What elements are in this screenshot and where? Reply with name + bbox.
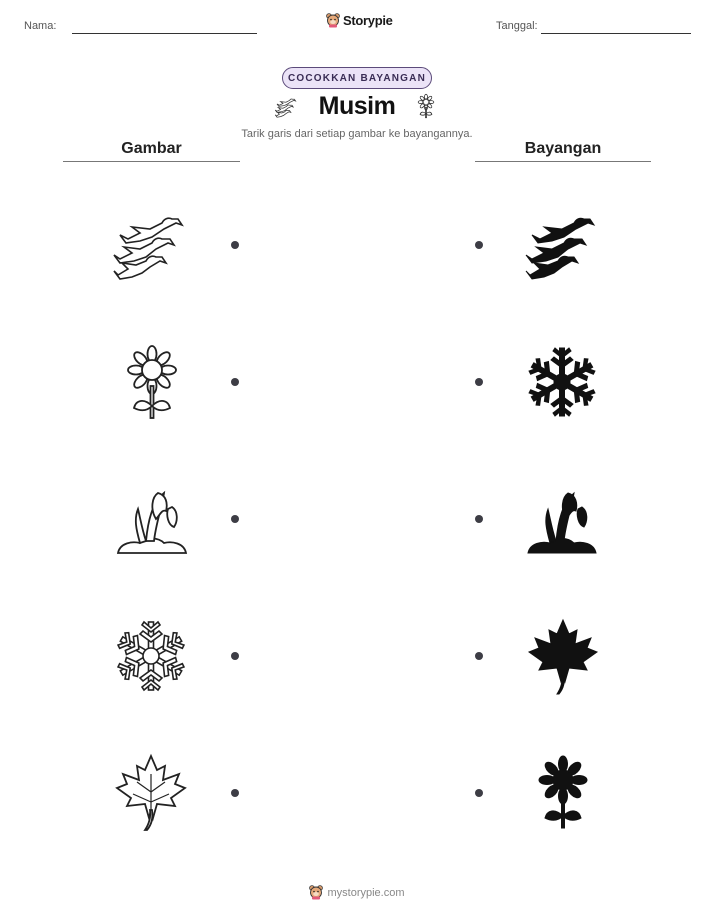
footer-website[interactable]: mystorypie.com <box>327 886 405 899</box>
brand-logo <box>326 13 393 28</box>
column-right-header: Bayangan <box>524 140 602 157</box>
date-line[interactable] <box>541 33 691 34</box>
page-title: Musim <box>318 92 396 120</box>
right-connect-dot[interactable] <box>475 241 483 249</box>
sunflower-icon <box>112 342 192 422</box>
right-connect-dot[interactable] <box>475 652 483 660</box>
snowflake-icon <box>111 616 191 696</box>
right-connect-dot[interactable] <box>475 515 483 523</box>
worksheet-badge: COCOKKAN BAYANGAN <box>282 67 432 89</box>
brand-name: Storypie <box>343 13 393 28</box>
bear-icon <box>309 885 323 900</box>
bear-icon <box>326 13 340 28</box>
geese-icon <box>110 205 190 285</box>
sunflower-silhouette-icon <box>523 752 603 832</box>
snowdrop-silhouette-icon <box>522 479 602 559</box>
instruction-text: Tarik garis dari setiap gambar ke bayangannya. <box>241 128 473 140</box>
right-connect-dot[interactable] <box>475 789 483 797</box>
column-left-underline <box>63 161 240 162</box>
sunflower-decoration-icon <box>413 90 439 122</box>
date-label: Tanggal: <box>496 20 538 32</box>
column-left-header: Gambar <box>121 140 182 157</box>
column-right-underline <box>475 161 651 162</box>
left-connect-dot[interactable] <box>231 515 239 523</box>
left-connect-dot[interactable] <box>231 378 239 386</box>
left-connect-dot[interactable] <box>231 652 239 660</box>
name-label: Nama: <box>24 20 57 32</box>
snowdrop-icon <box>112 479 192 559</box>
maple-leaf-silhouette-icon <box>523 616 603 696</box>
left-connect-dot[interactable] <box>231 241 239 249</box>
snowflake-silhouette-icon <box>522 342 602 422</box>
right-connect-dot[interactable] <box>475 378 483 386</box>
left-connect-dot[interactable] <box>231 789 239 797</box>
footer <box>0 885 714 900</box>
geese-silhouette-icon <box>522 205 602 285</box>
maple-leaf-icon <box>111 752 191 832</box>
name-line[interactable] <box>72 33 257 34</box>
